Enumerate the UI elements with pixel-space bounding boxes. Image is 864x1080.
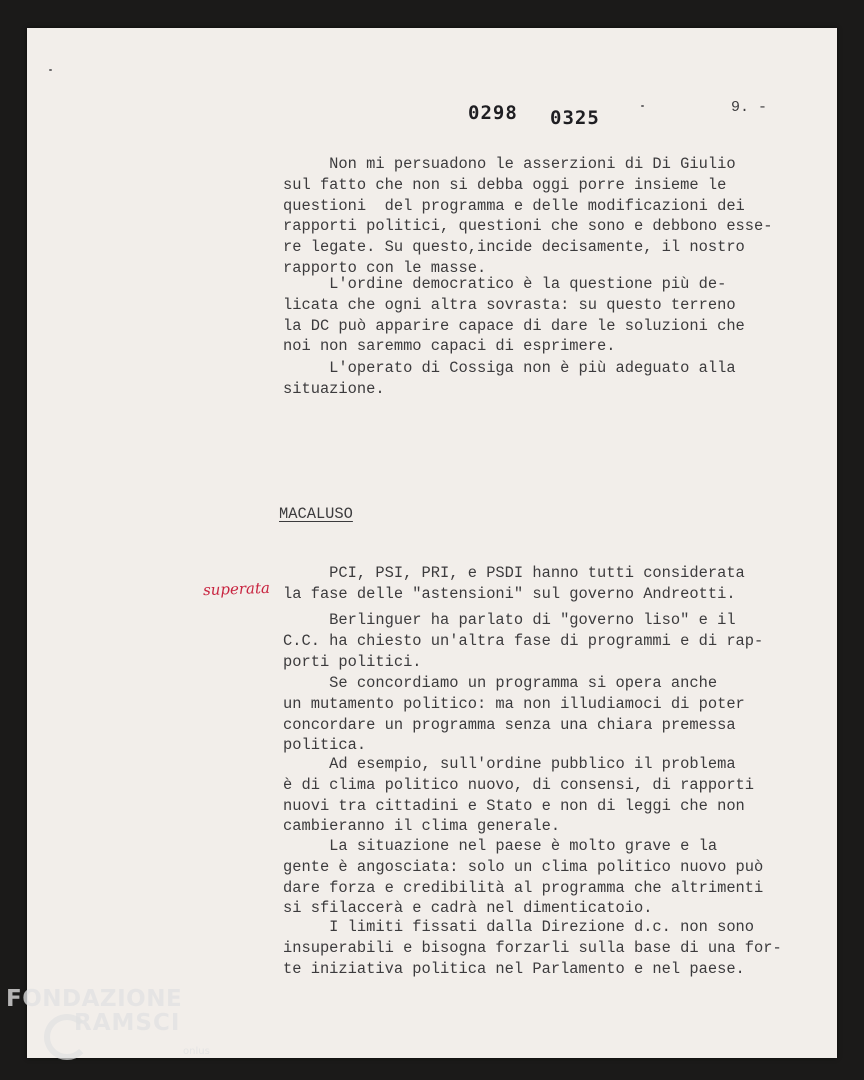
paragraph xyxy=(283,836,763,919)
paragraph xyxy=(283,610,763,672)
text-line: rapporto con le masse. xyxy=(283,258,487,277)
watermark-line-3: onlus xyxy=(183,1046,210,1057)
text-line: sul fatto che non si debba oggi porre insieme le xyxy=(283,175,727,194)
text-line: licata che ogni altra sovrasta: su questo terreno xyxy=(283,295,736,314)
text-line: insuperabili e bisogna forzarli sulla base di una for- xyxy=(283,938,782,957)
text-line: La situazione nel paese è molto grave e la xyxy=(283,837,718,855)
text-line: re legate. Su questo,incide decisamente, il nostro xyxy=(283,238,745,257)
stray-mark xyxy=(641,105,644,107)
text-line: C.C. ha chiesto un'altra fase di programmi e di rap- xyxy=(283,631,764,650)
text-line: Ad esempio, sull'ordine pubblico il problema xyxy=(283,755,736,773)
text-line: dare forza e credibilità al programma che altrimenti xyxy=(283,878,764,897)
text-line: te iniziativa politica nel Parlamento e nel paese. xyxy=(283,959,745,978)
text-line: situazione. xyxy=(283,379,385,398)
watermark-line-1: FONDAZIONE xyxy=(6,986,183,1012)
paragraph xyxy=(283,274,745,357)
text-line: noi non saremmo capaci di esprimere. xyxy=(283,337,616,356)
text-line: L'operato di Cossiga non è più adeguato alla xyxy=(283,359,736,377)
paragraph xyxy=(283,917,782,979)
text-line: porti politici. xyxy=(283,652,422,671)
paragraph xyxy=(283,154,773,279)
text-line: Berlinguer ha parlato di "governo liso" e il xyxy=(283,611,736,629)
text-line: rapporti politici, questioni che sono e debbono esse- xyxy=(283,217,773,236)
document-number-a: 0298 xyxy=(468,102,518,124)
page-number: 9. - xyxy=(731,99,768,116)
text-line: cambieranno il clima generale. xyxy=(283,817,561,836)
g-logo-icon xyxy=(44,1014,90,1060)
handwritten-margin-note: superata xyxy=(202,578,271,600)
text-line: nuovi tra cittadini e Stato e non di leggi che non xyxy=(283,796,745,815)
paragraph xyxy=(283,563,745,605)
text-line: gente è angosciata: solo un clima politico nuovo può xyxy=(283,857,764,876)
stray-mark xyxy=(49,69,52,71)
text-line: Non mi persuadono le asserzioni di Di Giulio xyxy=(283,155,736,173)
watermark-line-2: RAMSCI xyxy=(74,1010,181,1036)
text-line: un mutamento politico: ma non illudiamoci di poter xyxy=(283,694,745,713)
text-line: I limiti fissati dalla Direzione d.c. non sono xyxy=(283,918,755,936)
text-line: politica. xyxy=(283,736,367,755)
paragraph xyxy=(283,673,745,756)
paragraph xyxy=(283,754,754,837)
text-line: questioni del programma e delle modificazioni dei xyxy=(283,196,745,215)
text-line: concordare un programma senza una chiara premessa xyxy=(283,715,736,734)
text-line: Se concordiamo un programma si opera anche xyxy=(283,674,718,692)
text-line: PCI, PSI, PRI, e PSDI hanno tutti considerata xyxy=(283,564,745,582)
text-line: è di clima politico nuovo, di consensi, di rapporti xyxy=(283,775,755,794)
text-line: si sfilaccerà e cadrà nel dimenticatoio. xyxy=(283,899,653,918)
text-line: la fase delle "astensioni" sul governo Andreotti. xyxy=(283,584,736,603)
text-line: L'ordine democratico è la questione più de- xyxy=(283,275,727,293)
document-number-b: 0325 xyxy=(550,107,600,129)
section-heading: MACALUSO xyxy=(279,505,353,523)
paragraph xyxy=(283,358,736,400)
text-line: la DC può apparire capace di dare le soluzioni che xyxy=(283,316,745,335)
fondazione-gramsci-watermark xyxy=(6,986,210,1057)
